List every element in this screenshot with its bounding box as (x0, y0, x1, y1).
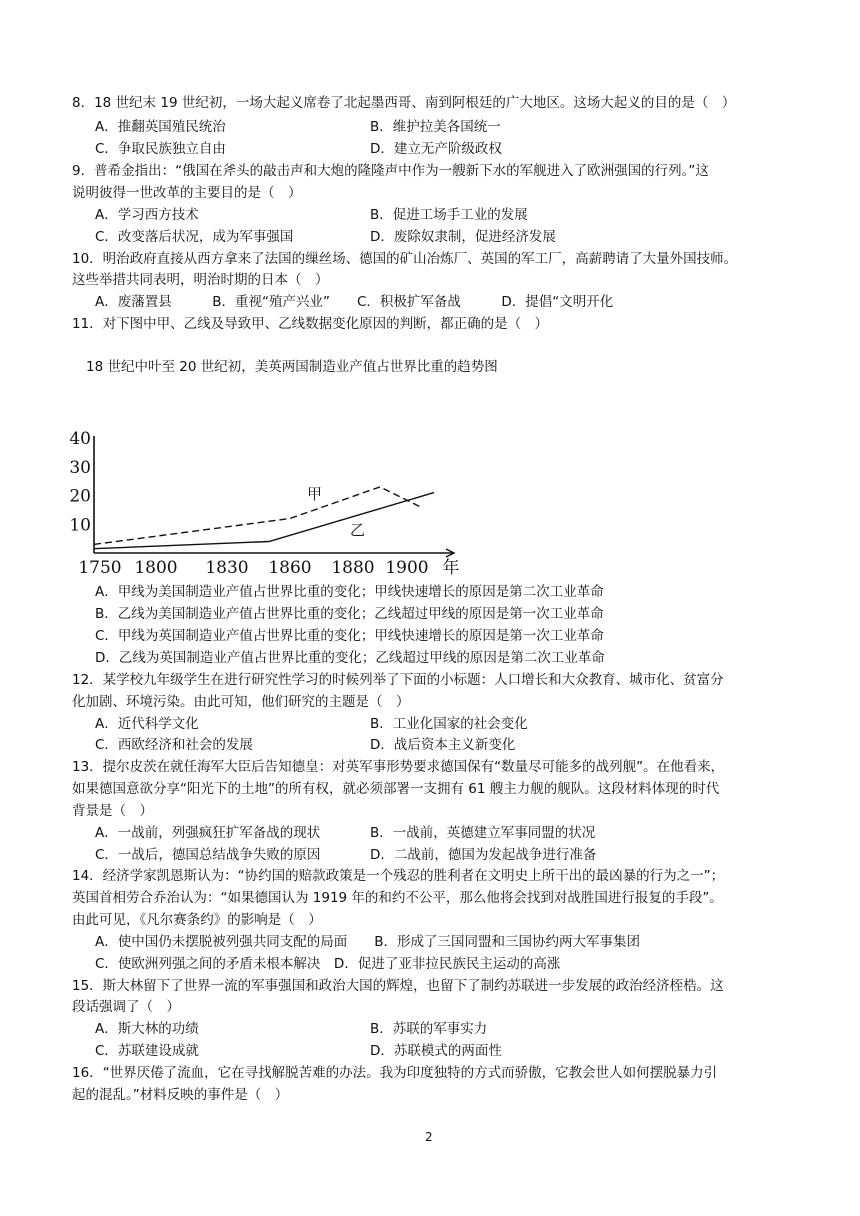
question-10-stem: 10．明治政府直接从西方拿来了法国的缫丝场、德国的矿山冶炼厂、英国的军工厂，高薪聘请了大量外国技师。 (72, 251, 738, 267)
q11-option-a: A．甲线为美国制造业产值占世界比重的变化；甲线快速增长的原因是第二次工业革命 (95, 584, 604, 600)
q11-option-b: B．乙线为美国制造业产值占世界比重的变化；乙线超过甲线的原因是第一次工业革命 (95, 606, 604, 622)
q8-option-a: A．推翻英国殖民统治 (95, 119, 226, 135)
question-16-stem: 16．“世界厌倦了流血，它在寻找解脱苦难的办法。我为印度独特的方式而骄傲，它教会世人如何摆脱暴力引 (72, 1065, 718, 1081)
question-10-stem-cont: 这些举措共同表明，明治时期的日本（ ） (72, 272, 329, 288)
q15-option-d: D．苏联模式的两面性 (370, 1043, 502, 1059)
y-tick-label: 40 (69, 429, 91, 449)
page-number: 2 (425, 1130, 433, 1144)
y-tick-label: 20 (69, 486, 91, 507)
x-tick-label: 1800 (134, 558, 178, 578)
q14-options-ab: A．使中国仍未摆脱被列强共同支配的局面 B．形成了三国同盟和三国协约两大军事集团 (95, 934, 640, 950)
q13-option-d: D．二战前，德国为发起战争进行准备 (370, 847, 597, 863)
question-15-stem: 15．斯大林留下了世界一流的军事强国和政治大国的辉煌，也留下了制约苏联进一步发展的政治经济桎梏。这 (72, 978, 724, 994)
y-tick-label: 30 (69, 457, 91, 478)
question-9-stem-cont: 说明彼得一世改革的主要目的是（ ） (72, 185, 302, 201)
series-line-yi (94, 493, 434, 549)
x-axis-unit: 年 (442, 558, 460, 578)
series-line-jia (94, 487, 421, 545)
q13-option-b: B．一战前，英德建立军事同盟的状况 (370, 825, 596, 841)
chart-caption: 18 世纪中叶至 20 世纪初，美英两国制造业产值占世界比重的趋势图 (86, 359, 498, 375)
question-13-stem-cont2: 背景是（ ） (72, 803, 153, 819)
q12-option-c: C．西欧经济和社会的发展 (95, 737, 253, 753)
x-tick-label: 1900 (385, 558, 429, 578)
question-14-stem-cont2: 由此可见，《凡尔赛条约》的影响是（ ） (72, 912, 322, 928)
question-9-stem: 9．普希金指出：“俄国在斧头的敲击声和大炮的隆隆声中作为一艘新下水的军舰进入了欧洲强国的行列。”这 (72, 163, 709, 179)
series-label-jia: 甲 (307, 485, 323, 503)
question-12-stem-cont: 化加剧、环境污染。由此可知，他们研究的主题是（ ） (72, 694, 410, 710)
question-8-stem: 8．18 世纪末 19 世纪初，一场大起义席卷了北起墨西哥、南到阿根廷的广大地区。这场大起义的目的是（ ） (72, 95, 736, 111)
chart-layer (69, 429, 459, 578)
question-14-stem-cont: 英国首相劳合乔治认为：“如果德国认为 1919 年的和约不公平，那么他将会找到对战胜国进行报复的手段”。 (72, 890, 723, 906)
q10-options: A．废藩置县 B．重视“殖产兴业” C．积极扩军备战 D．提倡“文明开化 (95, 294, 614, 310)
question-13-stem: 13．提尔皮茨在就任海军大臣后告知德皇：对英军事形势要求德国保有“数量尽可能多的战列舰”。在他看来， (72, 759, 725, 775)
q15-option-c: C．苏联建设成就 (95, 1043, 199, 1059)
question-16-stem-cont: 起的混乱。”材料反映的事件是（ ） (72, 1087, 289, 1103)
x-tick-label: 1860 (268, 558, 312, 578)
q12-option-b: B．工业化国家的社会变化 (370, 716, 528, 732)
question-11-stem: 11．对下图中甲、乙线及导致甲、乙线数据变化原因的判断，都正确的是（ ） (72, 316, 549, 332)
x-tick-label: 1880 (331, 558, 375, 578)
question-13-stem-cont: 如果德国意欲分享“阳光下的土地”的所有权，就必须部署一支拥有 61 艘主力舰的舰队。这段材料体现的时代 (72, 781, 720, 797)
question-12-stem: 12．某学校九年级学生在进行研究性学习的时候列举了下面的小标题：人口增长和大众教育、城市化、贫富分 (72, 672, 724, 688)
q14-options-cd: C．使欧洲列强之间的矛盾未根本解决 D．促进了亚非拉民族民主运动的高涨 (95, 956, 561, 972)
q11-option-d: D．乙线为英国制造业产值占世界比重的变化；乙线超过甲线的原因是第二次工业革命 (95, 650, 605, 666)
question-14-stem: 14．经济学家凯恩斯认为：“协约国的赔款政策是一个残忍的胜利者在文明史上所干出的最凶暴的行为之一”； (72, 868, 725, 884)
manufacturing-share-chart (62, 428, 472, 578)
q9-option-d: D．废除奴隶制，促进经济发展 (370, 229, 556, 245)
series-label-yi: 乙 (350, 521, 366, 539)
q8-option-b: B．维护拉美各国统一 (370, 119, 501, 135)
q13-option-a: A．一战前，列强疯狂扩军备战的现状 (95, 825, 321, 841)
q9-option-c: C．改变落后状况，成为军事强国 (95, 229, 294, 245)
y-tick-label: 10 (69, 515, 91, 536)
x-tick-label: 1830 (205, 558, 249, 578)
q8-option-c: C．争取民族独立自由 (95, 141, 226, 157)
q13-option-c: C．一战后，德国总结战争失败的原因 (95, 847, 321, 863)
q12-option-a: A．近代科学文化 (95, 716, 199, 732)
q15-option-b: B．苏联的军事实力 (370, 1021, 488, 1037)
q15-option-a: A．斯大林的功绩 (95, 1021, 199, 1037)
x-tick-label: 1750 (78, 558, 122, 578)
question-15-stem-cont: 段话强调了（ ） (72, 999, 180, 1015)
q11-option-c: C．甲线为英国制造业产值占世界比重的变化；甲线快速增长的原因是第一次工业革命 (95, 628, 604, 644)
q9-option-a: A．学习西方技术 (95, 207, 199, 223)
q12-option-d: D．战后资本主义新变化 (370, 737, 516, 753)
q9-option-b: B．促进工场手工业的发展 (370, 207, 528, 223)
q8-option-d: D．建立无产阶级政权 (370, 141, 502, 157)
